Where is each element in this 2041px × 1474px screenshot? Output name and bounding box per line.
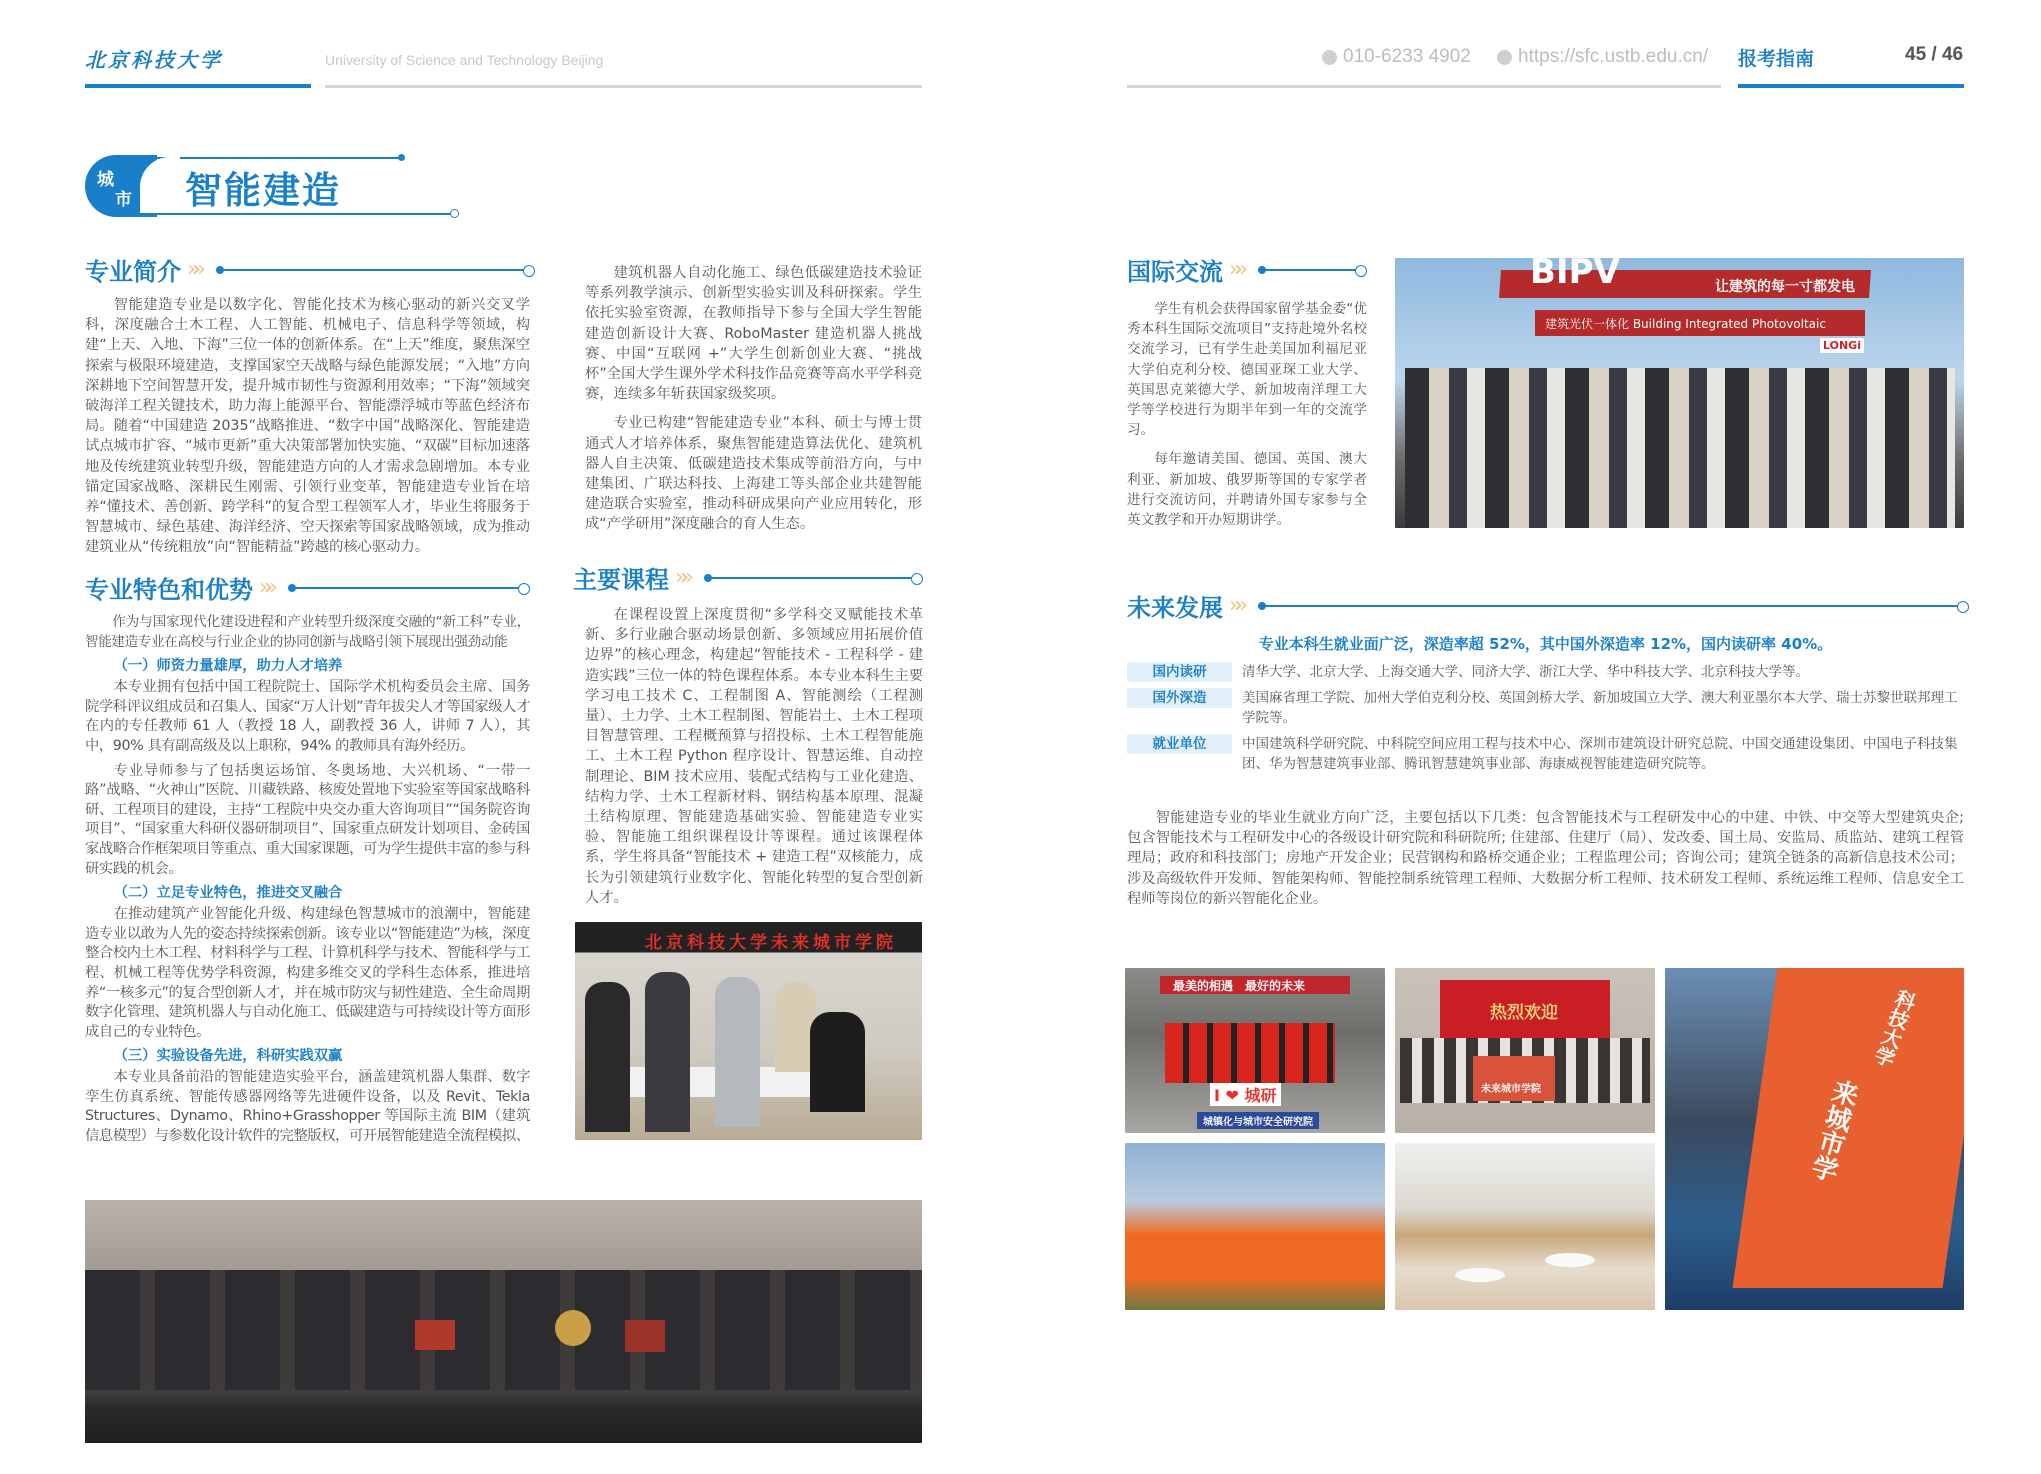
subheading-faculty: （一）师资力量雄厚，助力人才培养	[113, 658, 343, 675]
heading-text: 专业特色和优势	[85, 576, 253, 604]
bipv-banner: 建筑光伏一体化 Building Integrated Photovoltaic	[1545, 317, 1826, 331]
future-section	[1127, 588, 1964, 623]
website-url[interactable]: https://sfc.ustb.edu.cn/	[1518, 46, 1709, 67]
graduation-photo	[1125, 968, 1385, 1133]
row-label: 国外深造	[1127, 688, 1232, 708]
courses-section	[573, 560, 923, 908]
features-section	[85, 570, 530, 1147]
welcome-photo	[1395, 968, 1655, 1133]
welcome-text: 热烈欢迎	[1490, 1003, 1558, 1023]
heading-text: 主要课程	[573, 566, 669, 594]
chevron-icon: »»	[675, 565, 686, 590]
globe-icon	[1497, 50, 1512, 65]
graduation-banner-text: 最美的相遇 最好的未来	[1173, 979, 1306, 993]
heading-line	[1262, 269, 1362, 271]
header-accent-line-right	[1738, 84, 1964, 88]
section-guide-label: 报考指南	[1738, 48, 1815, 70]
table-row	[1127, 734, 1964, 774]
row-value: 清华大学、北京大学、上海交通大学、同济大学、浙江大学、华中科技大学、北京科技大学等。	[1242, 664, 1809, 680]
banner-dot	[398, 154, 405, 161]
heading-text: 未来发展	[1127, 594, 1223, 622]
table-row	[1127, 688, 1964, 728]
header-accent-line	[85, 84, 311, 88]
section-heading	[85, 570, 525, 605]
badge-char: 城	[97, 170, 114, 190]
university-english-name: University of Science and Technology Beijing	[325, 52, 604, 68]
faculty-paragraph: 本专业拥有包括中国工程院院士、国际学术机构委员会主席、国务院学科评议组成员和召集人、国家“万人计划”青年拔尖人才等国家级人才在内的专任教师 61 人（教授 18 人，副教授 36 人，讲师 7 人），其中，90% 具有副高级及以上职称，94% 的教师具有海外经历。	[85, 679, 530, 754]
row-value: 美国麻省理工学院、加州大学伯克利分校、英国剑桥大学、新加坡国立大学、澳大利亚墨尔本大学、瑞士苏黎世联邦理工学院等。	[1242, 690, 1958, 726]
section-heading	[573, 560, 918, 595]
employment-summary: 专业本科生就业面广泛，深造率超 52%，其中国外深造率 12%，国内读研率 40%。	[1258, 635, 1833, 653]
sports-team-photo	[1125, 1143, 1385, 1310]
research-paragraph: 专业导师参与了包括奥运场馆、冬奥场地、大兴机场、“一带一路”战略、“火神山”医院、川藏铁路、核废处置地下实验室等国家战略科研、工程项目的建设，主持“工程院中央交办重大咨询项目”“国务院咨询项目”、“国家重大科研仪器研制项目”、国家重点研发计划项目、金砖国家战略合作框架项目等重点、重大国家课题，可为学生提供丰富的参与科研实践的机会。	[85, 762, 530, 877]
row-label: 就业单位	[1127, 734, 1232, 754]
features-lead: 作为与国家现代化建设进程和产业转型升级深度交融的“新工科”专业，智能建造专业在高校与行业企业的协同创新与战略引领下展现出强劲动能	[85, 614, 530, 650]
row-value: 中国建筑科学研究院、中科院空间应用工程与技术中心、深圳市建筑设计研究总院、中国交通建设集团、中国电子科技集团、华为智慧建筑事业部、腾讯智慧建筑事业部、海康威视智能建造研究院等。	[1242, 736, 1958, 772]
institute-plate: 城镇化与城市安全研究院	[1197, 1112, 1319, 1129]
chevron-icon: »»	[1229, 257, 1240, 282]
heading-line	[220, 269, 530, 271]
flag-text: 来城市学	[1805, 1075, 1861, 1184]
badge-char: 市	[115, 190, 132, 210]
section-heading	[1127, 588, 1964, 623]
career-paragraph: 智能建造专业的毕业生就业方向广泛，主要包括以下几类：包含智能技术与工程研发中心的中建、中铁、中交等大型建筑央企; 包含智能技术与工程研发中心的各级设计研究院和科研院所; 住建部、住建厅（局）、发改委、国土局、安监局、质监站、建筑工程管理局；政府和科技部门；房地产开发企业；民营钢构和路桥交通企业；工程监理公司；咨询公司；建筑全链条的高新信息技术公司；涉及高级软件开发师、智能架构师、智能控制系统管理工程师、大数据分析工程师、技术研发工程师、系统运维工程师、信息安全工程师等岗位的新兴智能化企业。	[1127, 810, 1964, 907]
interdisciplinary-paragraph: 在推动建筑产业智能化升级、构建绿色智慧城市的浪潮中，智能建造专业以敢为人先的姿态持续探索创新。该专业以“智能建造”为核，深度整合校内土木工程、材料科学与工程、计算机科学与技术、智能科学与工程、机械工程等优势学科资源，构建多维交叉的学科生态体系，推进培养“一核多元”的复合型创新人才，并在城市防灾与韧性建造、全生命周期数字化管理、建筑机器人与自动化施工、低碳建造与可持续设计等方面形成自己的专业特色。	[85, 906, 530, 1040]
intro-paragraph: 智能建造专业是以数字化、智能化技术为核心驱动的新兴交叉学科，深度融合土木工程、人工智能、机械电子、信息科学等领域，构建“上天、入地、下海”三位一体的创新体系。在“上天”维度，聚焦深空探索与极限环境建造，支撑国家空天战略与绿色能源发展；“入地”方向深耕地下空间智慧开发，提升城市韧性与资源利用效率；“下海”领域突破海洋工程关键技术，助力海上能源平台、智能漂浮城市等蓝色经济布局。随着“中国建造 2035”战略推进、“数字中国”战略深化、智能建造试点城市扩容、“城市更新”重大决策部署加快实施、“双碳”目标加速落地及传统建筑业转型升级，智能建造方向的人才需求急剧增加。本专业锚定国家战略、深耕民生刚需、引领行业变革，智能建造专业旨在培养“懂技术、善创新、跨学科”的复合型工程领军人才，毕业生将服务于智慧城市、绿色基建、海洋经济、空天探索等国家战略领域，成为推动建筑业从“传统粗放”向“智能精益”跨越的核心驱动力。	[85, 297, 530, 556]
section-heading	[85, 252, 530, 287]
competition-paragraph: 建筑机器人自动化施工、绿色低碳建造技术验证等系列教学演示、创新型实验实训及科研探索。学生依托实验室资源，在教师指导下参与全国大学生智能建造创新设计大赛、RoboMaster 建造机器人挑战赛、中国“互联网 +”大学生创新创业大赛、“挑战杯”全国大学生课外学术科技作品竞赛等高水平学科竞赛，连续多年斩获国家级奖项。	[585, 265, 922, 403]
faculty-group-photo	[85, 1200, 922, 1443]
lab-banner-text: 北京科技大学未来城市学院	[645, 933, 897, 953]
longi-logo-text: LONGi	[1820, 338, 1864, 353]
equipment-paragraph: 本专业具备前沿的智能建造实验平台，涵盖建筑机器人集群、数字孪生仿真系统、智能传感器网络等先进硬件设备，以及 Revit、Tekla Structures、Dynamo、Rhino+Grasshopper 等国际主流 BIM（建筑信息模型）与参数化设计软件的完整版权，可开展智能建造全流程模拟、	[85, 1069, 530, 1145]
banner-end-circle	[450, 209, 459, 218]
courses-paragraph: 在课程设置上深度贯彻“多学科交叉赋能技术革新、多行业融合驱动场景创新、多领域应用拓展价值边界”的核心理念，构建起“智能技术 - 工程科学 - 建造实践”三位一体的特色课程体系。本专业本科生主要学习电工技术 C、工程制图 A、智能测绘（工程测量）、土力学、土木工程制图、智能岩土、土木工程项目智慧管理、工程概预算与招投标、土木工程智能施工、土木工程 Python 程序设计、智慧运维、自动控制理论、BIM 技术应用、装配式结构与工业化建造、结构力学、土木工程新材料、钢结构基本原理、混凝土结构原理、智能建造基础实验、智能建造专业实验、智能施工组织课程设计等课程。通过该课程体系，学生将具备“智能技术 + 建造工程”双核能力，成长为引领建筑行业数字化、智能化转型的复合型创新人才。	[585, 607, 923, 906]
subheading-equipment: （三）实验设备先进，科研实践双赢	[113, 1048, 343, 1065]
header-divider-right	[1127, 85, 1721, 88]
bipv-slogan: 让建筑的每一寸都发电	[1715, 279, 1855, 295]
banner-top-line	[150, 157, 400, 159]
intro-section	[85, 252, 530, 558]
heading-text: 国际交流	[1127, 258, 1223, 286]
international-section	[1127, 252, 1367, 530]
visiting-scholars-paragraph: 每年邀请美国、德国、英国、澳大利亚、新加坡、俄罗斯等国的专家学者进行交流访问，并聘请外国专家参与全英文教学和开办短期讲学。	[1127, 451, 1367, 529]
heading-line	[1262, 605, 1964, 607]
flag-photo	[1665, 968, 1964, 1310]
phone-icon	[1322, 50, 1337, 65]
i-love-sign: I ❤ 城研	[1210, 1083, 1281, 1106]
middle-text	[585, 263, 922, 535]
bipv-sign: BIPV	[1530, 258, 1620, 292]
destinations-table	[1127, 662, 1964, 780]
header-divider	[325, 85, 922, 88]
page-title: 智能建造	[185, 169, 341, 212]
heading-line	[708, 577, 918, 579]
section-heading	[1127, 252, 1362, 287]
heading-line	[292, 587, 525, 589]
chevron-icon: »»	[187, 257, 198, 282]
lab-photo	[575, 922, 922, 1140]
bipv-group-photo	[1395, 258, 1964, 528]
college-flag-text: 未来城市学院	[1481, 1084, 1541, 1095]
page-number: 45 / 46	[1905, 44, 1964, 65]
study-room-photo	[1395, 1143, 1655, 1310]
website-contact[interactable]	[1497, 46, 1708, 68]
exchange-paragraph: 学生有机会获得国家留学基金委“优秀本科生国际交流项目”支持赴境外名校交流学习，已有学生赴美国加利福尼亚大学伯克利分校、德国亚琛工业大学、英国思克莱德大学、新加坡南洋理工大学等学校进行为期半年到一年的交流学习。	[1127, 301, 1367, 439]
phone-number: 010-6233 4902	[1343, 46, 1471, 67]
chevron-icon: »»	[259, 575, 270, 600]
university-logo: 北京科技大学	[85, 48, 223, 72]
training-system-paragraph: 专业已构建“智能建造专业”本科、硕士与博士贯通式人才培养体系，聚焦智能建造算法优化、建筑机器人自主决策、低碳建造技术集成等前沿方向，与中建集团、广联达科技、上海建工等头部企业共建智能建造联合实验室，推动科研成果向产业应用转化，形成“产学研用”深度融合的育人生态。	[585, 415, 922, 533]
phone-contact	[1322, 46, 1471, 68]
flag-text: 科技大学	[1869, 986, 1919, 1070]
subheading-interdisciplinary: （二）立足专业特色，推进交叉融合	[113, 885, 343, 902]
table-row	[1127, 662, 1964, 682]
chevron-icon: »»	[1229, 593, 1240, 618]
row-label: 国内读研	[1127, 662, 1232, 682]
heading-text: 专业简介	[85, 258, 181, 286]
